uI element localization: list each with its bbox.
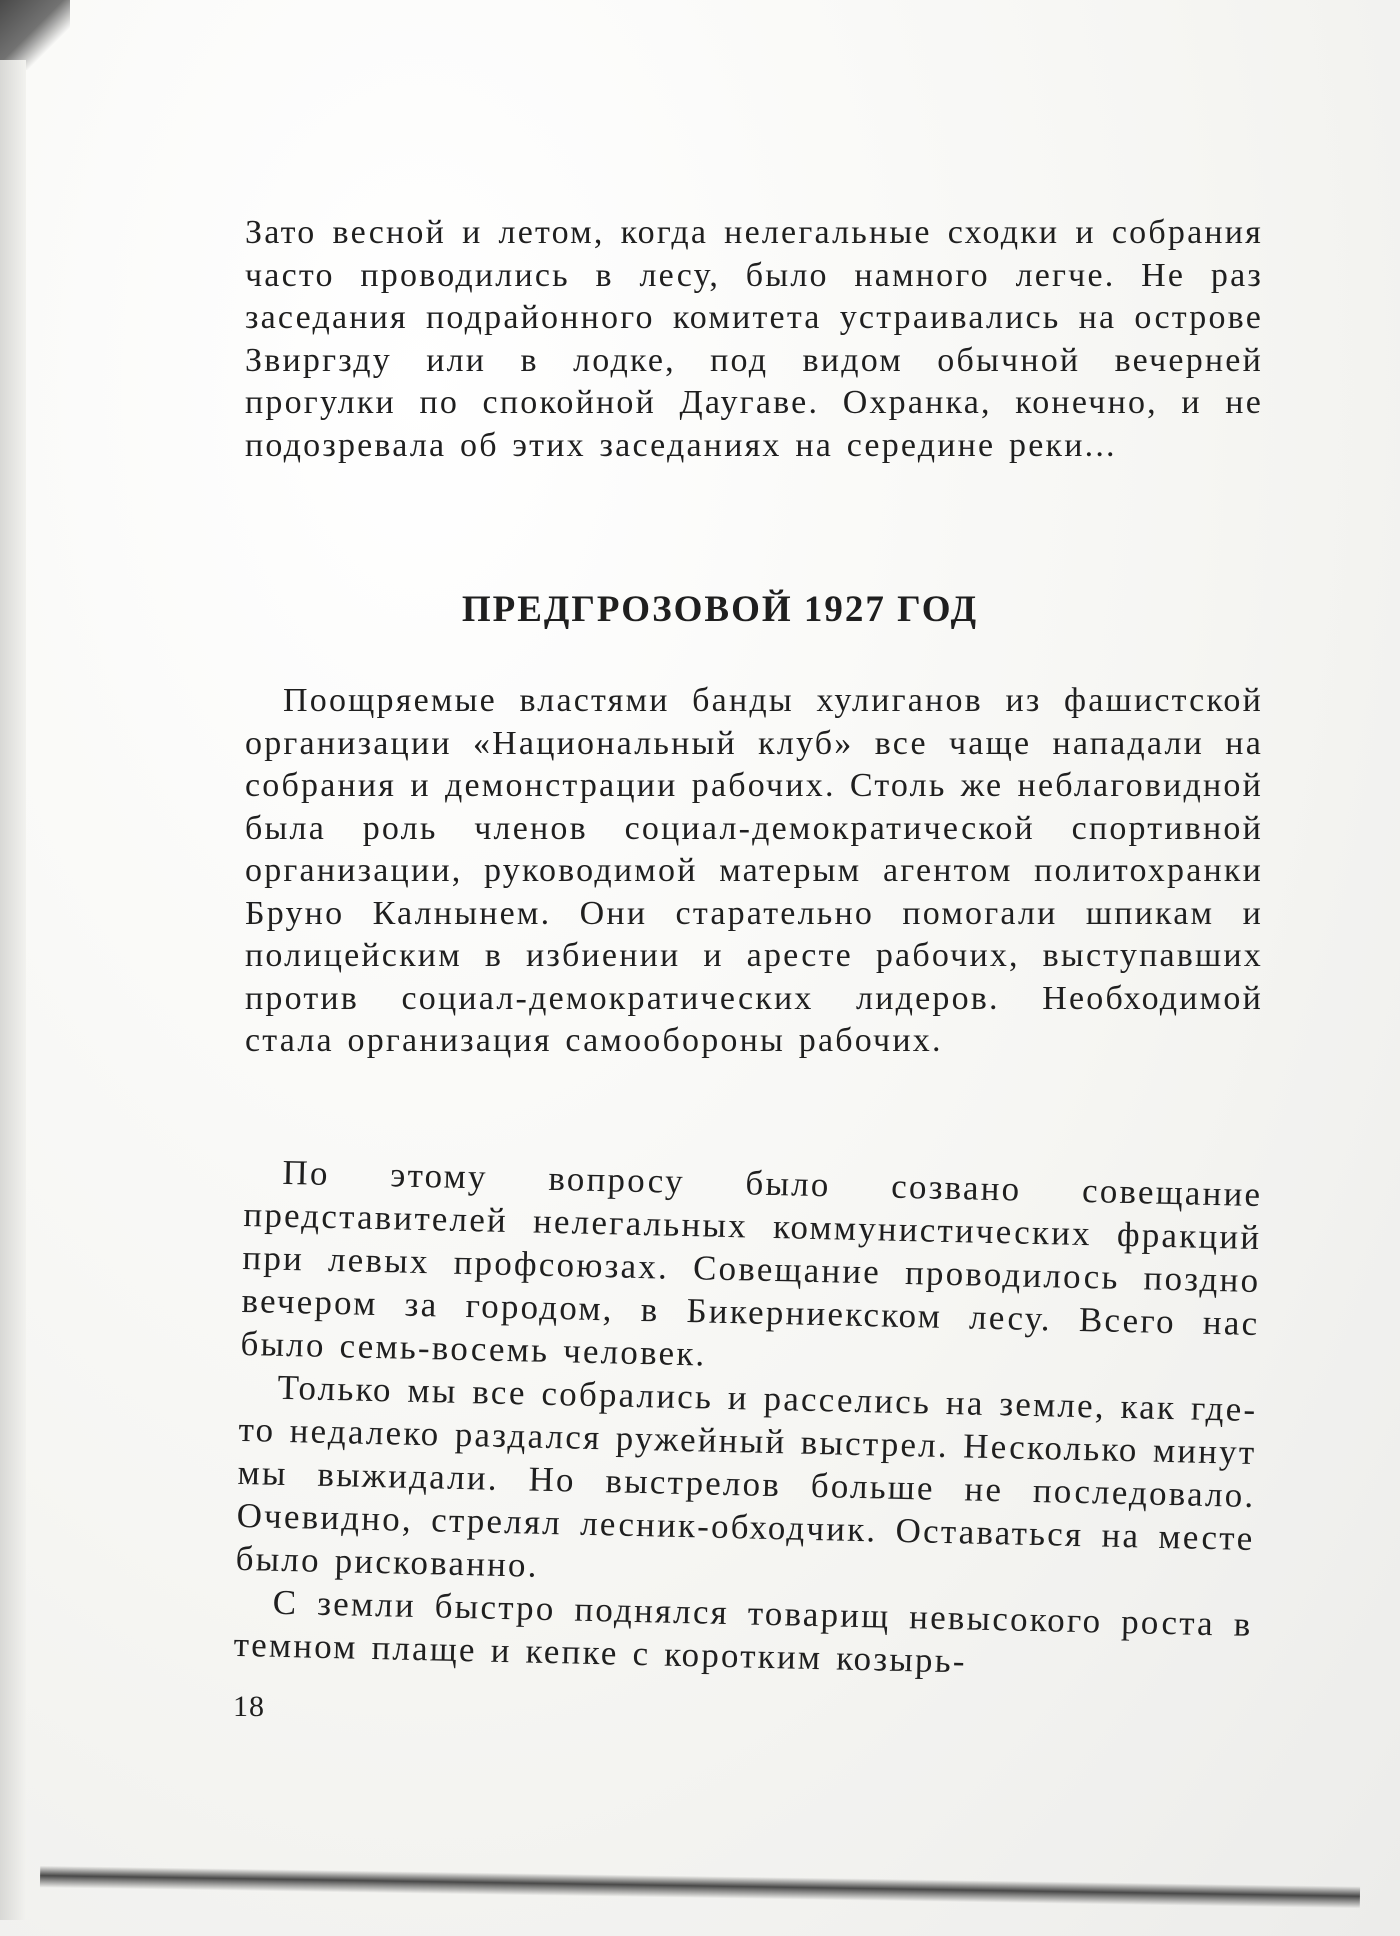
paragraph: Только мы все собрались и расселись на земле, как где-то недалеко раздался ружейный выстрел. Несколько минут мы выжидали. Но выстрелов больше не последовало. Очевидно, стрелял лесник-обходчик. Оставаться на месте было рискованно.: [235, 1367, 1258, 1585]
page-bottom-edge: [40, 1866, 1360, 1909]
page-number: 18: [233, 1690, 265, 1723]
paragraph: Поощряемые властями банды хулиганов из фашистской организации «Национальный клуб» все чаще нападали на собрания и демонстрации рабочих. Столь же неблаговидной была роль членов социал-демократической спортивной организации, руководимой матерым агентом политохранки Бруно Калнынем. Они старательно помогали шпикам и полицейским в избиении и аресте рабочих, выступавших против социал-демократических лидеров. Необходимой стала организация самообороны рабочих.: [245, 682, 1263, 1059]
page-left-edge: [0, 60, 26, 1920]
paragraph: По этому вопросу было созвано совещание представителей нелегальных коммунистических фракций при левых профсоюзах. Совещание проводилось поздно вечером за городом, в Бикерниекском лесу. Всего нас было семь-восемь человек.: [240, 1152, 1263, 1374]
section-title: ПРЕДГРОЗОВОЙ 1927 ГОД: [461, 589, 979, 630]
paragraph-group: [233, 1150, 1262, 1689]
intro-paragraph: Зато весной и летом, когда нелегальные сходки и собрания часто проводились в лесу, было намного легче. Не раз заседания подрайонного комитета устраивались на острове Звиргзду или в лодке, под видом обычной вечерней прогулки по спокойной Даугаве. Охранка, конечно, и не подозревала об этих заседаниях на середине реки...: [245, 214, 1263, 464]
paragraph: С земли быстро поднялся товарищ невысокого роста в темном плаще и кепке с коротким козырь-: [233, 1582, 1253, 1681]
